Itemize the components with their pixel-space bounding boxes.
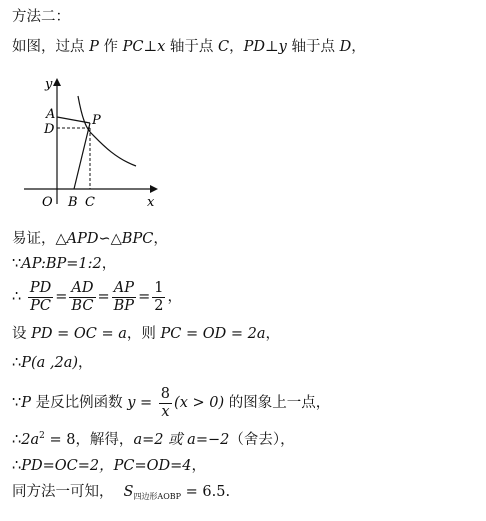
perp-symbol: ⊥ bbox=[265, 39, 279, 55]
heading: 方法二： bbox=[12, 9, 70, 25]
therefore-symbol: ∴ bbox=[12, 355, 22, 371]
text: ， bbox=[153, 231, 168, 247]
line-set: 设 PD = OC = a，则 PC = OD = 2a， bbox=[12, 326, 280, 342]
line-values: ∴PD=OC=2，PC=OD=4， bbox=[12, 458, 207, 474]
hyperbola-curve bbox=[78, 96, 136, 166]
domain-condition: (x > 0) bbox=[174, 394, 225, 411]
point-coordinates: P(a ,2a) bbox=[21, 355, 79, 371]
equals: = bbox=[138, 288, 151, 305]
label-p: P bbox=[92, 113, 101, 128]
label-x: x bbox=[147, 195, 155, 210]
segment-ap bbox=[57, 117, 90, 123]
intro-text: 轴于点 bbox=[165, 39, 218, 55]
equals: = bbox=[55, 288, 68, 305]
text: 设 bbox=[12, 326, 32, 342]
line-fractions bbox=[12, 280, 182, 314]
equals: = bbox=[97, 288, 110, 305]
perp-symbol: ⊥ bbox=[143, 39, 158, 55]
fraction-ad-bc: $\frac{AD}{BC}$ bbox=[71, 280, 94, 314]
point-d: D bbox=[339, 39, 352, 55]
geometry-figure bbox=[10, 70, 170, 215]
fraction-one-half: $\frac{1}{2}$ bbox=[154, 280, 164, 314]
segment-pc: PC bbox=[122, 39, 144, 55]
area-subscript: 四边形AOBP bbox=[133, 492, 182, 501]
segment-pd: PD bbox=[243, 39, 265, 55]
line-ratio bbox=[12, 257, 116, 272]
text: ， bbox=[101, 256, 117, 272]
x-axis-arrow bbox=[150, 185, 158, 193]
label-a: A bbox=[46, 107, 56, 122]
therefore-symbol: ∴ bbox=[12, 288, 22, 305]
ratio-expr: AP:BP=1:2 bbox=[21, 256, 102, 272]
label-y: y bbox=[45, 77, 53, 92]
text: ， bbox=[167, 288, 182, 305]
intro-text: 如图，过点 bbox=[12, 39, 90, 55]
axis-y: y bbox=[278, 39, 287, 55]
text: 易证， bbox=[12, 231, 56, 247]
fraction-ap-bp: $\frac{AP}{BP}$ bbox=[113, 280, 135, 314]
line-point-p bbox=[12, 356, 93, 371]
label-o: O bbox=[42, 195, 53, 210]
intro-text: ， bbox=[229, 39, 244, 55]
intro-text: 轴于点 bbox=[286, 39, 340, 55]
line-area: 同方法一可知， $S_{四边形AOBP} = 6.5$. bbox=[12, 484, 231, 501]
segment-pb bbox=[74, 123, 90, 189]
label-b: B bbox=[68, 195, 78, 210]
label-d: D bbox=[44, 122, 55, 137]
fraction-8-x: $\frac{8}{x}$ bbox=[160, 386, 171, 420]
y-axis-arrow bbox=[53, 78, 61, 86]
intro-line bbox=[12, 40, 366, 55]
because-symbol: ∵ bbox=[12, 256, 22, 272]
intro-text: ， bbox=[351, 39, 366, 55]
fraction-pd-pc: $\frac{PD}{PC}$ bbox=[29, 280, 52, 314]
line-similar bbox=[12, 232, 168, 247]
intro-text: 作 bbox=[98, 39, 123, 55]
similar-triangles: △APD∽△BPC bbox=[55, 231, 154, 247]
point-p: P bbox=[89, 39, 99, 55]
point-c: C bbox=[218, 39, 230, 55]
line-solve: $\therefore 2a^2 = 8$，解得，a=2 或 a=−2（舍去）， bbox=[12, 431, 295, 448]
text: ， bbox=[78, 355, 93, 371]
axis-x: x bbox=[157, 39, 166, 55]
line-function: ∵P 是反比例函数 y = $\frac{8}{x}$ (x > 0) 的图象上一点， bbox=[12, 386, 331, 420]
label-c: C bbox=[85, 195, 95, 210]
